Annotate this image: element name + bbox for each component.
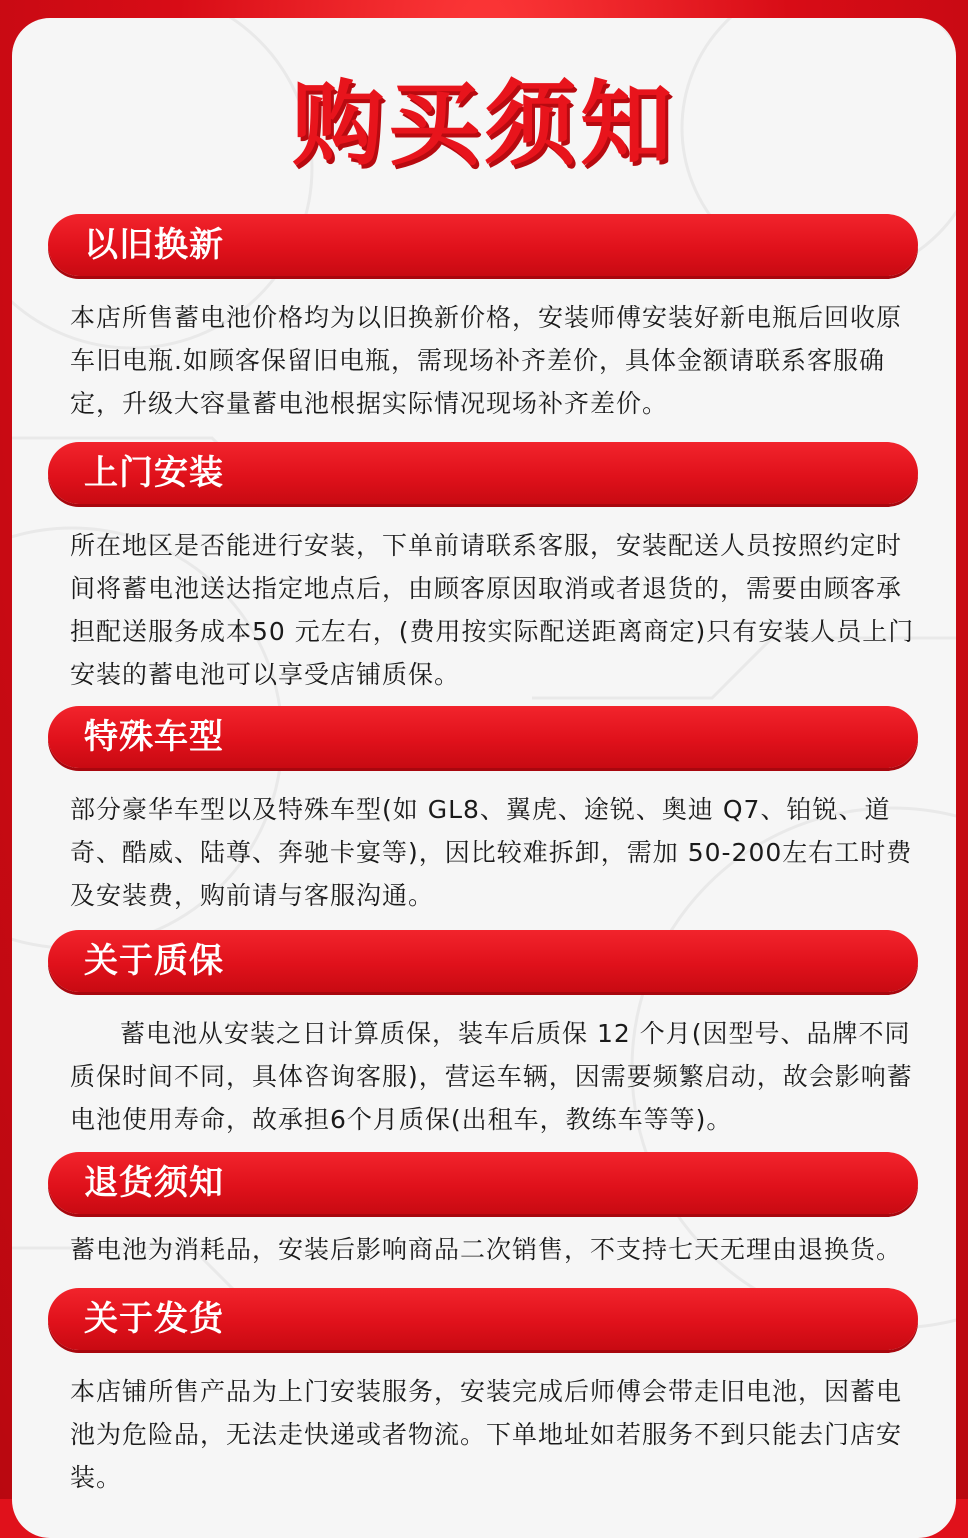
section-heading: 上门安装 <box>84 453 224 493</box>
section-banner <box>48 442 918 504</box>
section-body: 部分豪华车型以及特殊车型(如 GL8、翼虎、途锐、奥迪 Q7、铂锐、道奇、酷威、陆尊、奔驰卡宴等)，因比较难拆卸，需加 50-200左右工时费及安装费，购前请与客服沟通。 <box>70 795 913 910</box>
section-body: 蓄电池从安装之日计算质保，装车后质保 12 个月(因型号、品牌不同质保时间不同，具体咨询客服)，营运车辆，因需要频繁启动，故会影响蓄电池使用寿命，故承担6个月质保(出租车，教练车等等)。 <box>70 1019 913 1134</box>
section-heading: 关于发货 <box>84 1299 224 1339</box>
section-body: 蓄电池为消耗品，安装后影响商品二次销售，不支持七天无理由退换货。 <box>70 1235 903 1264</box>
section-banner <box>48 214 918 276</box>
section-banner <box>48 930 918 992</box>
section-banner <box>48 1152 918 1214</box>
section-heading: 特殊车型 <box>84 717 224 757</box>
section-heading: 退货须知 <box>84 1163 224 1203</box>
section-body: 本店所售蓄电池价格均为以旧换新价格，安装师傅安装好新电瓶后回收原车旧电瓶.如顾客保留旧电瓶，需现场补齐差价，具体金额请联系客服确定，升级大容量蓄电池根据实际情况现场补齐差价。 <box>70 303 903 418</box>
section-heading: 关于质保 <box>84 941 224 981</box>
section-heading: 以旧换新 <box>84 225 224 265</box>
section-body: 所在地区是否能进行安装，下单前请联系客服，安装配送人员按照约定时间将蓄电池送达指定地点后，由顾客原因取消或者退货的，需要由顾客承担配送服务成本50 元左右，(费用按实际配送距离商定)只有安装人员上门安装的蓄电池可以享受店铺质保。 <box>70 531 915 689</box>
section-banner <box>48 706 918 768</box>
notice-card <box>12 18 956 1538</box>
section-banner <box>48 1288 918 1350</box>
section-body: 本店铺所售产品为上门安装服务，安装完成后师傅会带走旧电池，因蓄电池为危险品，无法走快递或者物流。下单地址如若服务不到只能去门店安装。 <box>70 1377 903 1492</box>
page-title: 购买须知 <box>291 71 676 178</box>
